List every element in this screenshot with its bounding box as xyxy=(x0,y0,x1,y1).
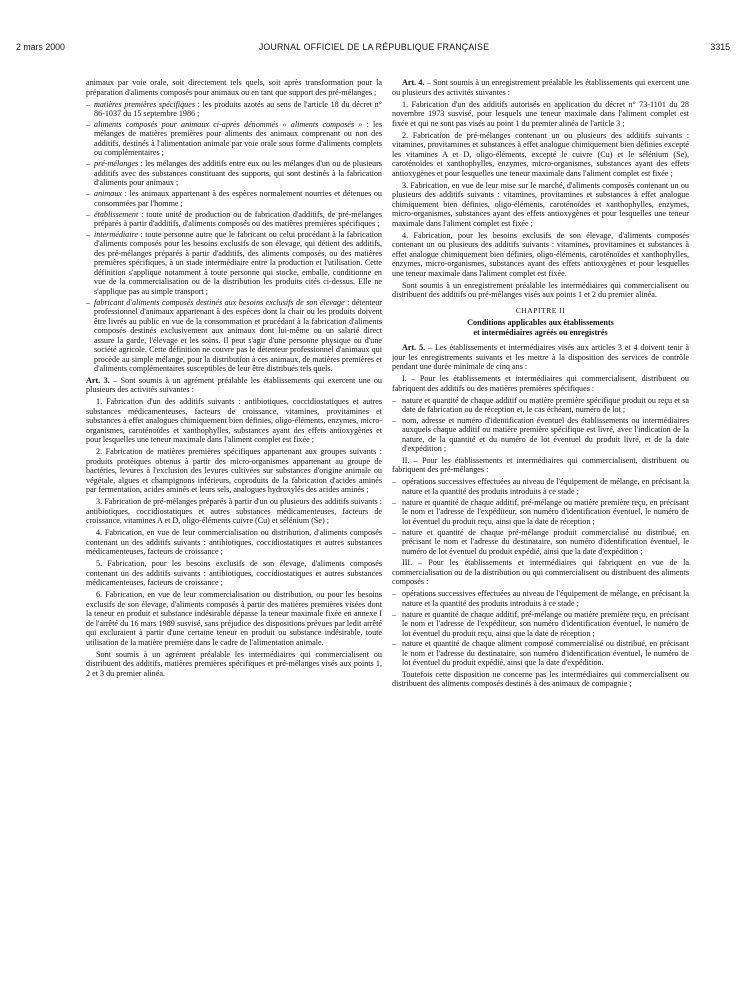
header-date: 2 mars 2000 xyxy=(16,42,65,52)
article-4-intro xyxy=(392,78,689,97)
article-5-intro-text: – Les établissements et intermédiaires visés aux articles 3 et 4 doivent tenir à jour les enregistrements suivants et les mettre à la disposition des services de contrôle pendant une durée minimale de cinq ans : xyxy=(392,343,689,371)
definition-text: : les mélanges des additifs entre eux ou les mélanges d'un ou de plusieurs additifs avec des substances constituant des supports, qui sont destinés à la fabrication d'aliments pour animaux ; xyxy=(94,159,382,188)
header-title: JOURNAL OFFICIEL DE LA RÉPUBLIQUE FRANÇAISE xyxy=(258,42,490,52)
definition-text: : les animaux appartenant à des espèces normalement nourries et détenues ou consommées par l'homme ; xyxy=(94,189,382,208)
list-item: – opérations successives effectuées au niveau de l'équipement de mélange, en précisant la nature et la quantité des produits introduits à ce stade ; xyxy=(392,477,689,496)
definition-term: fabricant d'aliments composés destinés aux besoins exclusifs de son élevage xyxy=(94,297,345,307)
definition-text: : détenteur professionnel d'animaux appartenant à des espèces dont la chair ou les produits doivent être livrés au public en vue de la consommation et procédant à la fabrication d'aliments composés destinés exclusivement aux animaux dont lui-même ou un salarié direct assure la garde, l'élevage et les soins. Il peut s'agir d'une personne physique ou d'une société agricole. Cette définition ne couvre pas le détenteur professionnel d'animaux qui procède au simple mélange, pour la distribution à ces animaux, de matières premières et d'aliments complémentaires susceptibles de leur être distribués tels quels. xyxy=(94,297,382,374)
article-3-closing: Sont soumis à un agrément préalable les intermédiaires qui commercialisent ou distribuent des additifs, matières premières spécifiques et pré-mélanges visés aux points 1, 2 et 3 du premier alinéa. xyxy=(86,649,382,678)
article-3-item-5: 5. Fabrication, pour les besoins exclusifs de son élevage, d'aliments composés contenant un des additifs suivants : antibiotiques, coccidiostatiques et autres substances médicamenteuses, facteurs de croissance ; xyxy=(86,559,382,588)
definition-text: : les mélanges de matières premières pour aliments des animaux comprenant ou non des additifs, destinés à l'alimentation animale par voie orale sous forme d'aliments complets ou complémentaires ; xyxy=(94,119,382,158)
article-5-label: Art. 5. xyxy=(402,343,426,352)
definition-item xyxy=(86,100,382,119)
article-4-item-3: 3. Fabrication, en vue de leur mise sur le marché, d'aliments composés contenant un ou plusieurs des additifs suivants : vitamines, provitamines et substances à effet analogue chimiquement bien définies, oligo-éléments, caroténoïdes et xanthophylles, enzymes, micro-organismes, substances ayant des effets antioxygènes et pour lesquelles une teneur maximale dans l'aliment complet est fixée ; xyxy=(392,180,689,228)
definition-text: : les produits azotés au sens de l'article 18 du décret n° 86-1037 du 15 septembre 1986 ; xyxy=(94,99,382,118)
closing-paragraph: Toutefois cette disposition ne concerne pas les intermédiaires qui commercialisent ou distribuent des aliments composés destinés à des animaux de compagnie ; xyxy=(392,669,689,689)
chapter-title-line-1: Conditions applicables aux établissements xyxy=(467,318,614,327)
article-4-intro-text: – Sont soumis à un enregistrement préalable les établissements qui exercent une ou plusieurs des activités suivantes : xyxy=(392,78,689,97)
intro-paragraph: animaux par voie orale, soit directement tels quels, soit après transformation pour la préparation d'aliments composés pour animaux ou en tant que support des pré-mélanges ; xyxy=(86,78,382,97)
definition-item xyxy=(86,210,382,229)
article-4-label: Art. 4. xyxy=(402,78,425,87)
running-header xyxy=(10,42,738,56)
list-item: – nature et quantité de chaque aliment composé commercialisé ou distribué, en précisant le nom et l'adresse du destinataire, son numéro d'identification éventuel, le numéro de lot éventuel du produit expédié, ainsi que la date d'expédition. xyxy=(392,639,689,668)
list-item: – opérations successives effectuées au niveau de l'équipement de mélange, en précisant la nature et la quantité des produits introduits à ce stade ; xyxy=(392,589,689,608)
list-item: – nature et quantité de chaque pré-mélange produit commercialisé ou distribué, en précisant le nom et l'adresse du destinataire, son numéro d'identification éventuel, le numéro de lot éventuel du produit expédié, ainsi que la date d'expédition ; xyxy=(392,528,689,557)
article-5-intro xyxy=(392,343,689,372)
article-3-intro-text: – Sont soumis à un agrément préalable les établissements qui exercent une ou plusieurs des activités suivantes : xyxy=(86,375,382,395)
definition-item xyxy=(86,159,382,188)
section-3-list xyxy=(392,589,689,668)
article-3-item-3: 3. Fabrication de pré-mélanges préparés à partir d'un ou plusieurs des additifs suivants : antibiotiques, coccidiostatiques et autres substances médicamenteuses, facteurs de croissance, vitamines A et D, oligo-éléments cuivre (Cu) et sélénium (Se) ; xyxy=(86,497,382,526)
definition-term: établissement xyxy=(94,209,139,219)
chapter-heading: CHAPITRE II xyxy=(515,305,566,315)
section-1-list xyxy=(392,396,689,454)
article-3-item-6: 6. Fabrication, en vue de leur commercialisation ou distribution, ou pour les besoins exclusifs de son élevage, d'aliments composés à partir des matières premières visées dont la teneur en produit et substance indésirable dépasse la teneur maximale fixée en annexe I de l'arrêté du 16 mars 1989 susvisé, sans préjudice des dispositions prévues par ledit arrêté qui excluraient à partir d'une certaine teneur en produit ou substance indésirable, toute utilisation de la matière première dans le cadre de l'alimentation animale. xyxy=(86,590,382,647)
section-3-intro: III. – Pour les établissements et intermédiaires qui fabriquent en vue de la commercialisation ou de la distribution ou qui commercialisent ou distribuent des aliments composés : xyxy=(392,558,689,587)
definition-item xyxy=(86,230,382,297)
article-3-item-2: 2. Fabrication de matières premières spécifiques appartenant aux groupes suivants : produits protéiques obtenus à partir des micro-organismes appartenant au groupe de bactéries, levures à l'exclusion des levures cultivées sur substances d'origine animale ou végétale, algues et champignons inférieurs, coproduits de la fabrication d'acides aminés par fermentation, acides aminés et leurs sels, analogues hydroxylés des acides aminés ; xyxy=(86,447,382,495)
section-1-intro: I. – Pour les établissements et intermédiaires qui commercialisent, distribuent ou fabriquent des additifs ou des matières premières spécifiques : xyxy=(392,374,689,393)
definitions-list xyxy=(86,100,382,374)
list-item: – nature et quantité de chaque additif, pré-mélange ou matière première reçu, en précisant le nom et l'adresse de l'expéditeur, son numéro d'identification éventuel, le numéro de lot éventuel du produit reçu, ainsi que la date de réception ; xyxy=(392,610,689,639)
definition-term: matières premières spécifiques xyxy=(94,99,196,109)
definition-term: pré-mélanges xyxy=(94,159,139,169)
list-item: – nature et quantité de chaque additif ou matière première spécifique produit ou reçu et sa date de fabrication ou de réception et, le cas échéant, numéro de lot ; xyxy=(392,396,689,415)
article-3-item-1: 1. Fabrication d'un des additifs suivants : antibiotiques, coccidiostatiques et autres substances médicamenteuses, facteurs de croissance, vitamines, provitamines et substances à effet analogues chimiquement bien définies, oligo-éléments, enzymes, micro-organismes, caroténoïdes et xanthophylles, substances ayant des effets antioxygènes et pour lesquelles une teneur maximale dans l'aliment complet est fixée ; xyxy=(86,397,382,445)
definition-term: animaux xyxy=(94,189,122,199)
section-2-list xyxy=(392,477,689,556)
definition-term: intermédiaire xyxy=(94,229,138,239)
page-number: 3315 xyxy=(710,42,730,52)
definition-item xyxy=(86,189,382,208)
chapter-title xyxy=(392,318,689,337)
article-3-intro xyxy=(86,376,382,395)
definition-text: : toute unité de production ou de fabrication d'additifs, de pré-mélanges préparés à partir d'additifs, d'aliments composés ou des matières premières spécifiques ; xyxy=(94,209,382,229)
definition-item xyxy=(86,120,382,158)
article-4-closing: Sont soumis à un enregistrement préalable les intermédiaires qui commercialisent ou distribuent des additifs ou pré-mélanges visés aux points 1 et 2 du premier alinéa. xyxy=(392,280,689,299)
definition-term: aliments composés pour animaux ci-après dénommés « aliments composés » xyxy=(94,119,363,129)
article-4-item-2: 2. Fabrication de pré-mélanges contenant un ou plusieurs des additifs suivants : vitamines, provitamines et substances à effet analogue chimiquement bien définies excepté les vitamines A et D, oligo-éléments, excepté le cuivre (Cu) et le sélénium (Se), caroténoïdes et xanthophylles, enzymes, micro-organismes, substances ayant des effets antioxygènes et pour lesquelles une teneur maximale dans l'aliment complet est fixée ; xyxy=(392,130,689,178)
definition-item xyxy=(86,298,382,374)
article-3-item-4: 4. Fabrication, en vue de leur commercialisation ou distribution, d'aliments composés contenant un des additifs suivants : antibiotiques, coccidiostatiques et autres substances médicamenteuses, facteurs de croissance ; xyxy=(86,528,382,557)
definition-text: : toute personne autre que le fabricant ou celui procédant à la fabrication d'aliments composés pour les besoins exclusifs de son élevage, qui détient des additifs, des pré-mélanges préparés à partir d'additifs, des aliments composés, ou des matières premières spécifiques, à un stade intermédiaire entre la production et l'utilisation. Cette définition s'applique notamment à toute personne qui stocke, emballe, conditionne en vue de la commercialisation ou de la distribution les produits cités ci-dessus. Elle ne s'applique pas au simple transport ; xyxy=(94,229,382,296)
article-3-label: Art. 3. xyxy=(86,375,110,385)
article-4-item-4: 4. Fabrication, pour les besoins exclusifs de son élevage, d'aliments composés contenant un ou plusieurs des additifs suivants : vitamines, provitamines et substances à effet analogue chimiquement bien définies, oligo-éléments, caroténoïdes et xanthophylles, enzymes, micro-organismes, substances ayant des effets antioxygènes et pour lesquelles une teneur maximale dans l'aliment complet est fixée. xyxy=(392,230,689,278)
section-2-intro: II. – Pour les établissements et intermédiaires qui commercialisent, distribuent ou fabriquent des pré-mélanges : xyxy=(392,455,689,475)
left-column xyxy=(86,78,382,978)
list-item: – nom, adresse et numéro d'identification éventuel des établissements ou intermédiaires auxquels chaque additif ou matière première spécifique est livré, avec l'indication de la nature, de la quantité et du numéro de lot éventuel du produit livré, et de la date d'expédition ; xyxy=(392,416,689,454)
article-4-item-1: 1. Fabrication d'un des additifs autorisés en application du décret n° 73-1101 du 28 novembre 1973 susvisé, pour lesquels une teneur maximale dans l'aliment complet est fixée et qui ne sont pas visés au point 1 du premier alinéa de l'article 3 ; xyxy=(392,99,689,128)
chapter-title-line-2: et intermédiaires agréés ou enregistrés xyxy=(473,327,608,337)
list-item: – nature et quantité de chaque additif, pré-mélange ou matière première reçu, en précisant le nom et l'adresse de l'expéditeur, son numéro d'identification éventuel, le numéro de lot éventuel du produit reçu, ainsi que la date de réception ; xyxy=(392,498,689,527)
right-column xyxy=(392,78,689,978)
